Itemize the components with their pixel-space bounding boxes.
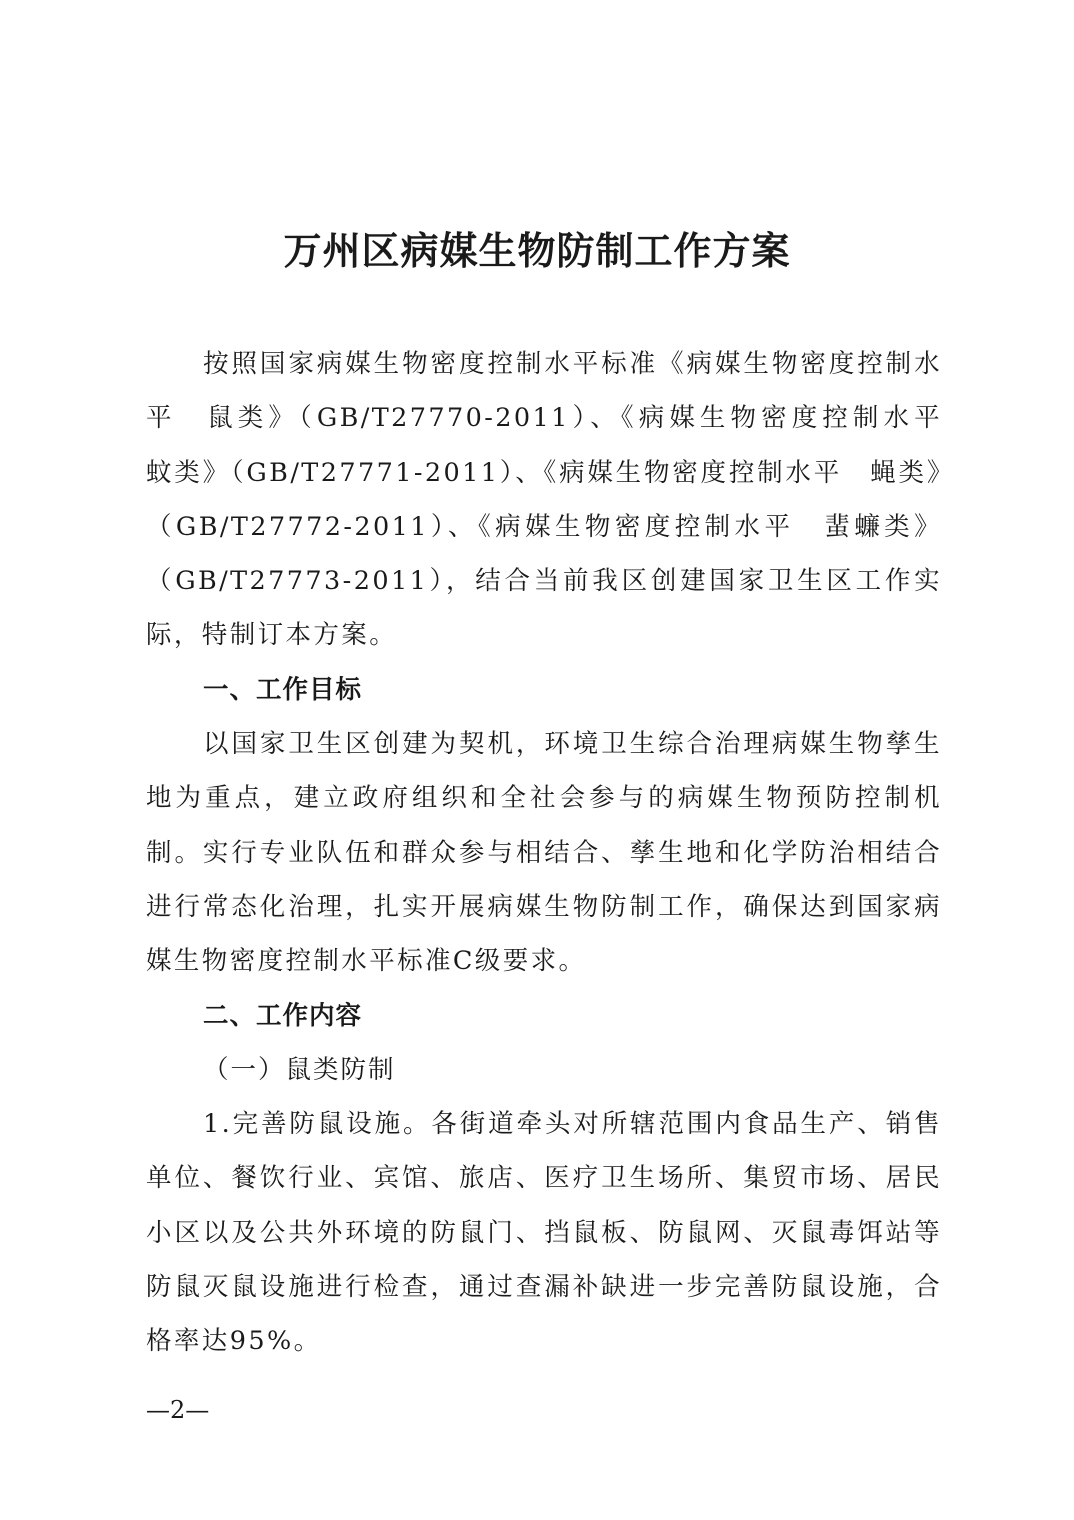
section-heading-work-content: 二、工作内容: [203, 1000, 363, 1031]
work-goals-paragraph: 以国家卫生区创建为契机，环境卫生综合治理病媒生物孳生地为重点，建立政府组织和全社会参与的病媒生物预防控制机制。实行专业队伍和群众参与相结合、孳生地和化学防治相结合进行常态化治理，扎实开展病媒生物防制工作，确保达到国家病媒生物密度控制水平标准C级要求。: [146, 729, 942, 977]
page-number: —2—: [146, 1396, 210, 1424]
rodent-facilities-paragraph: 1.完善防鼠设施。各街道牵头对所辖范围内食品生产、销售单位、餐饮行业、宾馆、旅店、医疗卫生场所、集贸市场、居民小区以及公共外环境的防鼠门、挡鼠板、防鼠网、灭鼠毒饵站等防鼠灭鼠设施进行检查，通过查漏补缺进一步完善防鼠设施，合格率达95%。: [146, 1109, 942, 1357]
section-heading-work-goals: 一、工作目标: [203, 674, 363, 705]
subsection-heading-rodent-control: （一）鼠类防制: [203, 1054, 396, 1085]
document-body: [146, 337, 970, 1369]
document-title: 万州区病媒生物防制工作方案: [283, 229, 791, 273]
intro-paragraph: 按照国家病媒生物密度控制水平标准《病媒生物密度控制水平 鼠类》（GB/T27770-2011）、《病媒生物密度控制水平 蚊类》（GB/T27771-2011）、《病媒生物密度控制水平 蝇类》（GB/T27772-2011）、《病媒生物密度控制水平 蜚蠊类》（GB/T27773-2011），结合当前我区创建国家卫生区工作实际，特制订本方案。: [146, 349, 970, 651]
